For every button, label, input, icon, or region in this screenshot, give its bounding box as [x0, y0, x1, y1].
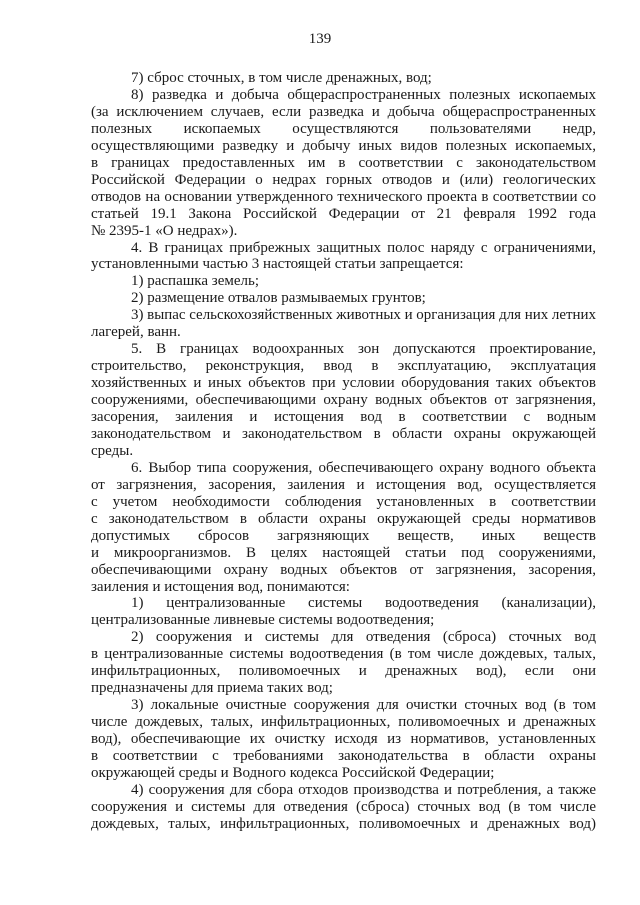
- text-line: дождевых, талых, инфильтрационных, поливомоечных и дренажных вод): [91, 816, 596, 832]
- text-line: инфильтрационных, поливомоечных и дренажных вод), если они: [91, 663, 596, 679]
- text-line: законодательством и законодательством в области охраны окружающей: [91, 426, 596, 442]
- text-line: числе дождевых, талых, инфильтрационных, поливомоечных и дренажных: [91, 714, 596, 730]
- text-line: заиления и истощения вод, понимаются:: [91, 579, 350, 595]
- text-line: 2) размещение отвалов размываемых грунтов;: [131, 290, 426, 306]
- text-line: сооружениями, обеспечивающими охрану водных объектов от загрязнения,: [91, 392, 596, 408]
- text-line: в соответствии с требованиями законодательства в области охраны: [91, 748, 596, 764]
- text-line: в границах предоставленных им в соответствии с законодательством: [91, 155, 596, 171]
- text-line: полезных ископаемых осуществляются пользователями недр,: [91, 121, 596, 137]
- page-number: 139: [308, 31, 332, 47]
- text-line: отводов на основании утвержденного технического проекта в соответствии со: [91, 189, 596, 205]
- text-line: обеспечивающими охрану водных объектов от загрязнения, засорения,: [91, 562, 596, 578]
- text-line: 3) локальные очистные сооружения для очистки сточных вод (в том: [131, 697, 596, 713]
- text-line: 3) выпас сельскохозяйственных животных и организация для них летних: [131, 307, 596, 323]
- text-line: статьей 19.1 Закона Российской Федерации от 21 февраля 1992 года: [91, 206, 596, 222]
- text-line: окружающей среды и Водного кодекса Российской Федерации;: [91, 765, 495, 781]
- text-line: 1) распашка земель;: [131, 273, 259, 289]
- text-line: 1) централизованные системы водоотведения (канализации),: [131, 595, 596, 611]
- text-line: от загрязнения, засорения, заиления и истощения вод, осуществляется: [91, 477, 596, 493]
- text-line: сооружения и системы для отведения (сброса) сточных вод (в том числе: [91, 799, 596, 815]
- text-line: 7) сброс сточных, в том числе дренажных, вод;: [131, 70, 432, 86]
- text-line: предназначены для приема таких вод;: [91, 680, 333, 696]
- text-line: и микроорганизмов. В целях настоящей статьи под сооружениями,: [91, 545, 596, 561]
- text-line: Российской Федерации о недрах горных отводов и (или) геологических: [91, 172, 596, 188]
- text-line: в централизованные системы водоотведения (в том числе дождевых, талых,: [91, 646, 596, 662]
- text-line: с учетом необходимости соблюдения установленных в соответствии: [91, 494, 596, 510]
- text-line: с законодательством в области охраны окружающей среды нормативов: [91, 511, 596, 527]
- text-line: засорения, заиления и истощения вод в соответствии с водным: [91, 409, 596, 425]
- text-line: централизованные ливневые системы водоотведения;: [91, 612, 435, 628]
- text-line: № 2395-1 «О недрах»).: [91, 223, 238, 239]
- text-line: строительство, реконструкция, ввод в эксплуатацию, эксплуатация: [91, 358, 596, 374]
- text-line: допустимых сбросов загрязняющих веществ, иных веществ: [91, 528, 596, 544]
- text-line: (за исключением случаев, если разведка и добыча общераспространенных: [91, 104, 596, 120]
- text-line: среды.: [91, 443, 134, 459]
- text-line: хозяйственных и иных объектов при условии оборудования таких объектов: [91, 375, 596, 391]
- text-line: установленными частью 3 настоящей статьи запрещается:: [91, 256, 464, 272]
- text-line: 6. Выбор типа сооружения, обеспечивающего охрану водного объекта: [131, 460, 596, 476]
- text-line: вод), обеспечивающие их очистку исходя из нормативов, установленных: [91, 731, 596, 747]
- text-line: лагерей, ванн.: [91, 324, 181, 340]
- text-line: 4) сооружения для сбора отходов производства и потребления, а также: [131, 782, 596, 798]
- text-line: 4. В границах прибрежных защитных полос наряду с ограничениями,: [131, 240, 596, 256]
- text-line: осуществляющими разведку и добычу иных видов полезных ископаемых,: [91, 138, 596, 154]
- text-line: 8) разведка и добыча общераспространенных полезных ископаемых: [131, 87, 596, 103]
- text-line: 2) сооружения и системы для отведения (сброса) сточных вод: [131, 629, 596, 645]
- text-line: 5. В границах водоохранных зон допускаются проектирование,: [131, 341, 596, 357]
